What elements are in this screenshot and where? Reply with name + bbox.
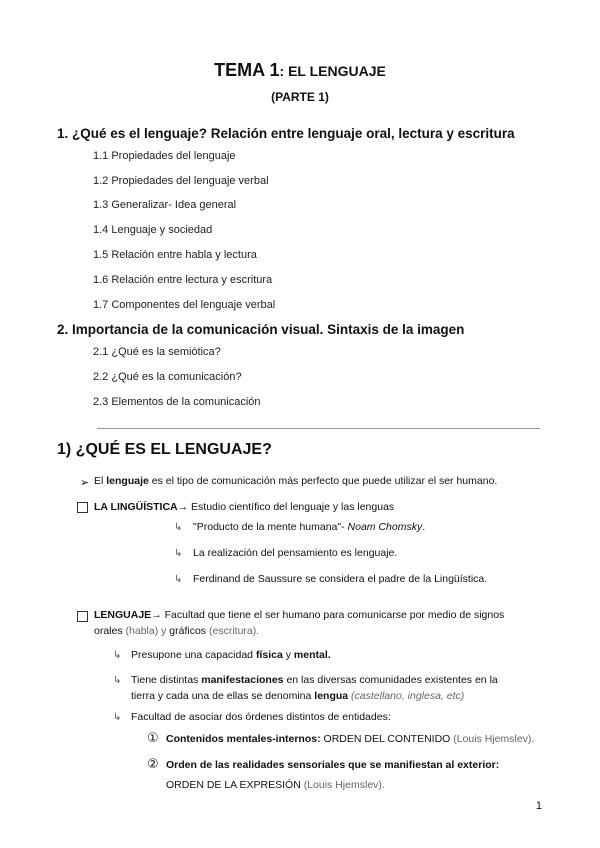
lenguaje-sub-2-line-1: Tiene distintas manifestaciones en las diversas comunidades existentes en la (131, 674, 498, 686)
toc-item: 2.1 ¿Qué es la semiótica? (93, 346, 221, 358)
sub-arrow-icon: ↳ (113, 712, 122, 723)
toc-item: 1.4 Lenguaje y sociedad (93, 224, 213, 236)
order-1: Contenidos mentales-internos: ORDEN DEL CONTENIDO (Louis Hjemslev). (166, 733, 535, 745)
toc-item: 1.3 Generalizar- Idea general (93, 199, 237, 211)
circled-two-icon: ② (147, 756, 159, 771)
lenguaje-sub-3: Facultad de asociar dos órdenes distintos de entidades: (131, 711, 391, 723)
toc-item: 1.5 Relación entre habla y lectura (93, 249, 257, 261)
order-2-line-2: ORDEN DE LA EXPRESIÓN (Louis Hjemslev). (166, 779, 385, 791)
linguistica-definition: LA LINGÜÍSTICA→ Estudio científico del lenguaje y las lenguas (94, 501, 395, 513)
page-title: TEMA 1: EL LENGUAJE (214, 60, 386, 80)
checkbox-lenguaje[interactable] (77, 611, 88, 622)
toc-section-2-heading: 2. Importancia de la comunicación visual. Sintaxis de la imagen (57, 322, 465, 337)
toc-item: 2.3 Elementos de la comunicación (93, 396, 261, 408)
sub-arrow-icon: ↳ (174, 548, 183, 559)
sub-arrow-icon: ↳ (174, 574, 183, 585)
toc-item: 1.1 Propiedades del lenguaje (93, 150, 236, 162)
linguistica-sub-2: La realización del pensamiento es lenguaje. (193, 547, 398, 559)
toc-item: 2.2 ¿Qué es la comunicación? (93, 371, 242, 383)
sub-arrow-icon: ↳ (113, 650, 122, 661)
toc-item: 1.2 Propiedades del lenguaje verbal (93, 175, 269, 187)
circled-one-icon: ① (147, 730, 159, 745)
section-heading: 1) ¿QUÉ ES EL LENGUAJE? (57, 441, 272, 458)
page-subtitle: (PARTE 1) (271, 90, 329, 104)
lenguaje-definition-line-2: orales (habla) y gráficos (escritura). (94, 625, 260, 637)
page-number: 1 (535, 800, 542, 812)
lenguaje-definition-line-1: LENGUAJE→ Facultad que tiene el ser humano para comunicarse por medio de signos (94, 609, 505, 621)
toc-item: 1.7 Componentes del lenguaje verbal (93, 299, 276, 311)
toc-item: 1.6 Relación entre lectura y escritura (93, 274, 273, 286)
checkbox-linguistica[interactable] (77, 502, 88, 513)
lenguaje-sub-1: Presupone una capacidad física y mental. (131, 649, 331, 661)
lenguaje-sub-2-line-2: tierra y cada una de ellas se denomina lengua (castellano, inglesa, etc) (131, 690, 465, 702)
intro-text: El lenguaje es el tipo de comunicación más perfecto que puede utilizar el ser humano. (94, 475, 498, 487)
sub-arrow-icon: ↳ (113, 675, 122, 686)
linguistica-sub-1: "Producto de la mente humana"- Noam Chomsky. (193, 521, 426, 533)
sub-arrow-icon: ↳ (174, 522, 183, 533)
divider (97, 428, 540, 429)
linguistica-sub-3: Ferdinand de Saussure se considera el padre de la Lingüística. (193, 573, 488, 585)
order-2-line-1: Orden de las realidades sensoriales que se manifiestan al exterior: (166, 759, 500, 771)
arrow-bullet-icon: ➢ (80, 477, 90, 489)
toc-section-1-heading: 1. ¿Qué es el lenguaje? Relación entre lenguaje oral, lectura y escritura (57, 126, 515, 141)
